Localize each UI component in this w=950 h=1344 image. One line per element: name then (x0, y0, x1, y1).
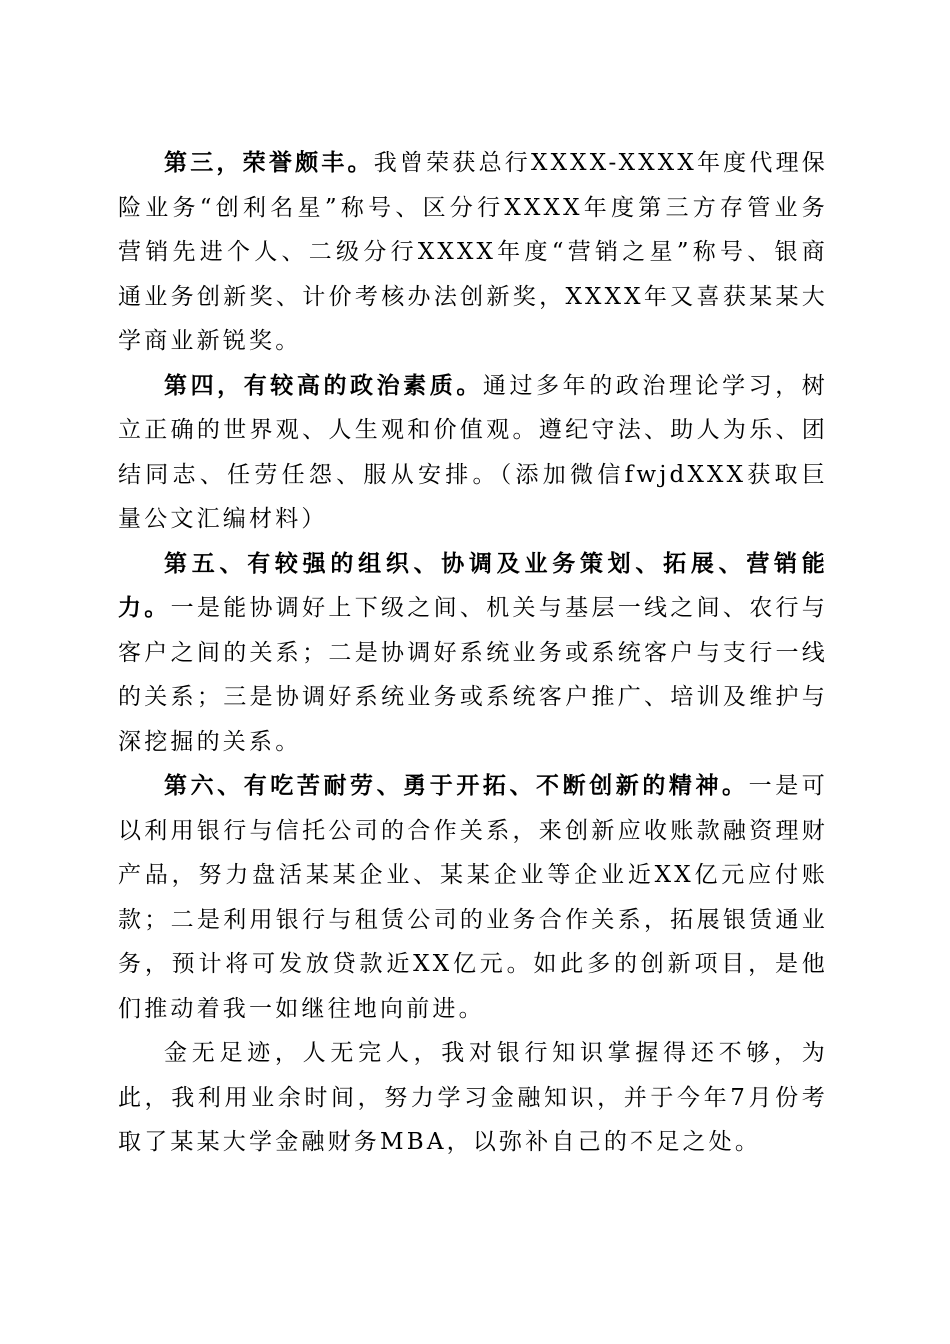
paragraph-heading: 第六、有吃苦耐劳、勇于开拓、不断创新的精神。 (164, 772, 749, 799)
paragraph-organization-ability (118, 542, 828, 765)
paragraph-body: 通过多年的政治理论学习，树立正确的世界观、人生观和价值观。遵纪守法、助人为乐、团结同志、任劳任怨、服从安排。（添加微信fwjdXXX获取巨量公文汇编材料） (118, 372, 828, 532)
document-page (118, 141, 828, 1165)
paragraph-heading: 第四，有较高的政治素质。 (164, 371, 483, 399)
paragraph-honors (118, 141, 828, 364)
paragraph-innovation-spirit (118, 764, 828, 1031)
paragraph-body: 一是能协调好上下级之间、机关与基层一线之间、农行与客户之间的关系；二是协调好系统业务或系统客户与支行一线的关系；三是协调好系统业务或系统客户推广、培训及维护与深挖掘的关系。 (118, 595, 829, 755)
paragraph-heading: 第五、有较强的组织、协调及业务策划、拓展、营销能力。 (118, 549, 828, 621)
paragraph-heading: 第三，荣誉颇丰。 (164, 149, 374, 176)
paragraph-self-improvement (118, 1031, 828, 1165)
paragraph-body: 一是可以利用银行与信托公司的合作关系，来创新应收账款融资理财产品，努力盘活某某企业、某某企业等企业近XX亿元应付账款；二是利用银行与租赁公司的业务合作关系，拓展银赁通业务，预计将可发放贷款近XX亿元。如此多的创新项目，是他们推动着我一如继往地向前进。 (118, 773, 828, 1022)
paragraph-body: 金无足迹，人无完人，我对银行知识掌握得还不够，为此，我利用业余时间，努力学习金融知识，并于今年7月份考取了某某大学金融财务MBA，以弥补自己的不足之处。 (118, 1040, 828, 1155)
paragraph-body: 我曾荣获总行XXXX-XXXX年度代理保险业务“创利名星”称号、区分行XXXX年度第三方存管业务营销先进个人、二级分行XXXX年度“营销之星”称号、银商通业务创新奖、计价考核办法创新奖，XXXX年又喜获某某大学商业新锐奖。 (118, 150, 828, 354)
paragraph-political-quality (118, 364, 828, 542)
